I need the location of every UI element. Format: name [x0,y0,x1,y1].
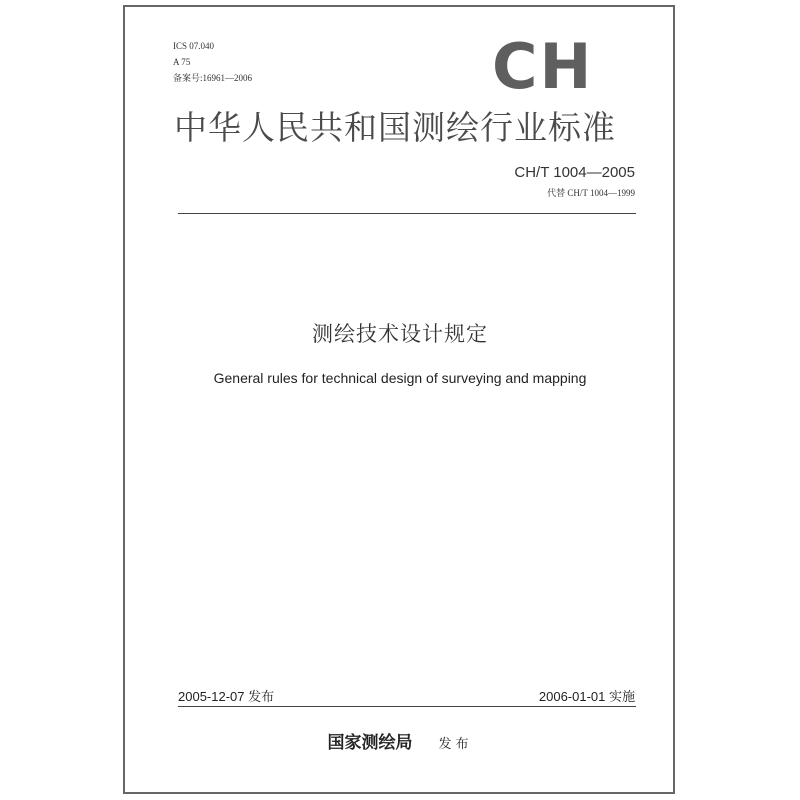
issuer-line [0,728,800,753]
header-divider [178,213,636,214]
classification-meta [173,38,252,86]
implementation-date: 2006-01-01 实施 [538,689,635,704]
footer-divider [178,706,636,707]
issuer-name: 国家测绘局 [327,733,413,753]
document-title-chinese: 测绘技术设计规定 [312,322,488,346]
issue-date: 2005-12-07 发布 [178,689,275,704]
record-number: 备案号:16961—2006 [173,73,253,83]
standard-title: 中华人民共和国测绘行业标准 [174,108,616,147]
ics-code: ICS 07.040 [173,41,215,51]
replaces-standard: 代替 CH/T 1004—1999 [547,188,635,198]
class-code: A 75 [173,57,191,67]
ch-logo: CH [492,30,594,103]
standard-number: CH/T 1004—2005 [514,164,635,181]
publish-label: 发布 [438,737,473,752]
document-title-english: General rules for technical design of surveying and mapping [213,370,587,386]
